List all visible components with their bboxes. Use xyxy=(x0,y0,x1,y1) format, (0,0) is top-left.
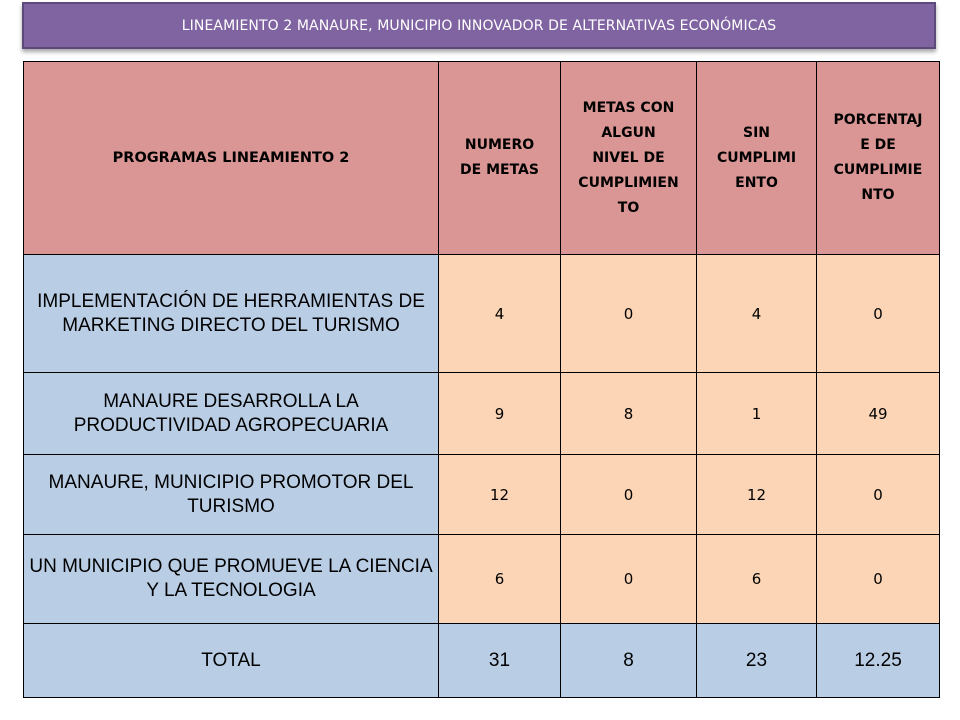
cell-metas: 4 xyxy=(439,255,561,373)
cell-metas: 6 xyxy=(439,535,561,624)
table-header-row xyxy=(24,62,940,255)
cell-con-cumplimiento: 0 xyxy=(561,255,697,373)
cell-porcentaje: 0 xyxy=(817,535,940,624)
cell-sin-cumplimiento: 12 xyxy=(697,455,817,535)
slide-title: LINEAMIENTO 2 MANAURE, MUNICIPIO INNOVADOR DE ALTERNATIVAS ECONÓMICAS xyxy=(22,2,936,49)
program-compliance-table xyxy=(23,61,940,698)
table-row xyxy=(24,373,940,455)
cell-total-porcentaje: 12.25 xyxy=(817,624,940,698)
header-programas: PROGRAMAS LINEAMIENTO 2 xyxy=(24,62,439,255)
cell-sin-cumplimiento: 4 xyxy=(697,255,817,373)
cell-sin-cumplimiento: 1 xyxy=(697,373,817,455)
cell-total-metas: 31 xyxy=(439,624,561,698)
table-row xyxy=(24,255,940,373)
header-metas-con-cumplimiento: METAS CON ALGUN NIVEL DE CUMPLIMIEN TO xyxy=(561,62,697,255)
cell-porcentaje: 0 xyxy=(817,455,940,535)
cell-sin-cumplimiento: 6 xyxy=(697,535,817,624)
table-row xyxy=(24,535,940,624)
table-total-row xyxy=(24,624,940,698)
cell-total-label: TOTAL xyxy=(24,624,439,698)
cell-con-cumplimiento: 0 xyxy=(561,535,697,624)
cell-metas: 9 xyxy=(439,373,561,455)
header-numero-metas: NUMERO DE METAS xyxy=(439,62,561,255)
cell-programa: MANAURE DESARROLLA LA PRODUCTIVIDAD AGROPECUARIA xyxy=(24,373,439,455)
cell-porcentaje: 0 xyxy=(817,255,940,373)
cell-total-sin-cumplimiento: 23 xyxy=(697,624,817,698)
header-sin-cumplimiento: SIN CUMPLIMI ENTO xyxy=(697,62,817,255)
table-row xyxy=(24,455,940,535)
cell-programa: MANAURE, MUNICIPIO PROMOTOR DEL TURISMO xyxy=(24,455,439,535)
header-porcentaje: PORCENTAJ E DE CUMPLIMIE NTO xyxy=(817,62,940,255)
cell-programa: UN MUNICIPIO QUE PROMUEVE LA CIENCIA Y LA TECNOLOGIA xyxy=(24,535,439,624)
cell-total-con-cumplimiento: 8 xyxy=(561,624,697,698)
cell-con-cumplimiento: 0 xyxy=(561,455,697,535)
cell-porcentaje: 49 xyxy=(817,373,940,455)
cell-con-cumplimiento: 8 xyxy=(561,373,697,455)
cell-programa: IMPLEMENTACIÓN DE HERRAMIENTAS DE MARKETING DIRECTO DEL TURISMO xyxy=(24,255,439,373)
cell-metas: 12 xyxy=(439,455,561,535)
